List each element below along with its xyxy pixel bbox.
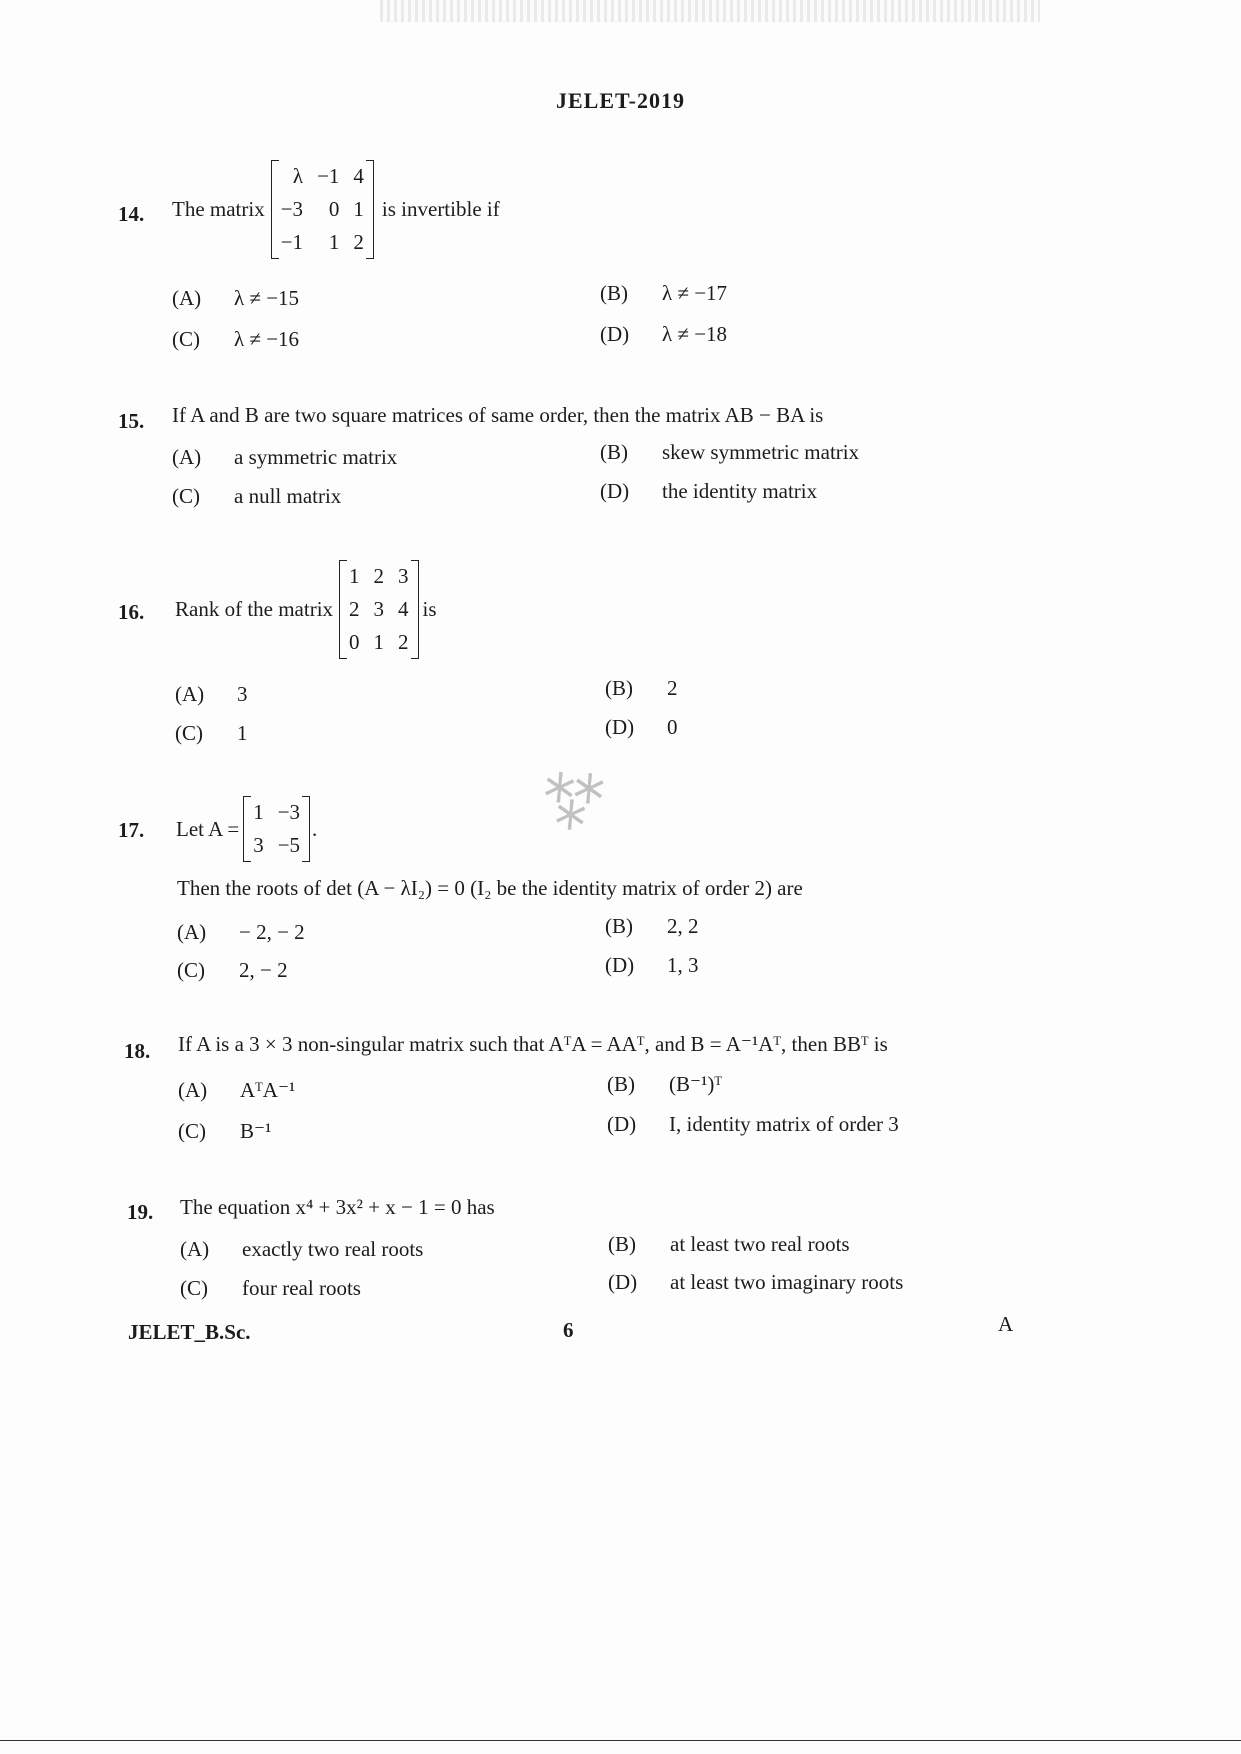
matrix-cell: 0 xyxy=(349,630,360,654)
matrix-cell: 2 xyxy=(398,630,409,654)
option-text: 2, 2 xyxy=(667,914,699,938)
question-15-text: If A and B are two square matrices of same order, then the matrix AB − BA is xyxy=(172,403,824,427)
option-text: at least two real roots xyxy=(670,1232,850,1256)
footer-set-label: A xyxy=(998,1312,1014,1336)
option-letter: (B) xyxy=(605,676,633,700)
option-14-b[interactable] xyxy=(600,281,727,306)
page-bottom-rule xyxy=(0,1740,1241,1741)
question-14-matrix xyxy=(271,160,374,259)
option-15-a[interactable] xyxy=(172,445,397,470)
question-number-18: 18. xyxy=(124,1039,151,1063)
matrix-cell: −5 xyxy=(277,833,301,857)
option-14-a[interactable] xyxy=(172,286,299,311)
option-letter: (C) xyxy=(178,1119,206,1143)
option-text: a symmetric matrix xyxy=(234,445,398,469)
option-17-a[interactable] xyxy=(177,920,305,945)
option-19-b[interactable] xyxy=(608,1232,850,1257)
question-19-text: The equation x⁴ + 3x² + x − 1 = 0 has xyxy=(180,1195,495,1219)
question-number-19: 19. xyxy=(127,1200,154,1224)
matrix-cell: 4 xyxy=(353,164,364,188)
option-18-d[interactable] xyxy=(607,1112,899,1137)
question-14-text-after: is invertible if xyxy=(381,197,500,221)
option-text: AᵀA⁻¹ xyxy=(240,1078,296,1102)
option-letter: (A) xyxy=(178,1078,208,1102)
matrix-cell: 1 xyxy=(253,800,264,824)
option-18-a[interactable] xyxy=(178,1078,295,1103)
matrix-cell: 3 xyxy=(398,564,409,588)
page-title: JELET-2019 xyxy=(555,88,685,113)
matrix-cell: 3 xyxy=(373,597,385,621)
option-text: 2, − 2 xyxy=(239,958,288,982)
option-letter: (D) xyxy=(600,479,630,503)
matrix-cell: −1 xyxy=(317,164,340,188)
option-text: (B⁻¹)ᵀ xyxy=(669,1072,722,1096)
question-number-17: 17. xyxy=(118,818,145,842)
matrix-cell: 3 xyxy=(253,833,264,857)
option-19-d[interactable] xyxy=(608,1270,903,1295)
matrix-cell: −3 xyxy=(280,197,304,221)
option-text: 0 xyxy=(667,715,678,739)
question-16-matrix xyxy=(339,560,419,659)
option-letter: (C) xyxy=(172,327,200,351)
matrix-cell: 1 xyxy=(353,197,364,221)
option-letter: (A) xyxy=(172,445,202,469)
option-18-c[interactable] xyxy=(178,1119,271,1144)
option-letter: (C) xyxy=(172,484,200,508)
option-letter: (B) xyxy=(608,1232,636,1256)
matrix-cell: −3 xyxy=(277,800,301,824)
option-text: exactly two real roots xyxy=(242,1237,424,1261)
matrix-cell: −1 xyxy=(280,230,304,254)
question-16-stem xyxy=(175,560,437,659)
option-text: 1 xyxy=(237,721,248,745)
question-18-text: If A is a 3 × 3 non-singular matrix such that AᵀA = AAᵀ, and B = A⁻¹Aᵀ, then BBᵀ is xyxy=(178,1032,888,1056)
matrix-cell: 1 xyxy=(349,564,360,588)
option-letter: (C) xyxy=(175,721,203,745)
option-letter: (B) xyxy=(600,281,628,305)
scan-noise xyxy=(380,0,1040,22)
option-text: 1, 3 xyxy=(667,953,699,977)
matrix-cell: λ xyxy=(292,164,304,188)
option-letter: (A) xyxy=(177,920,207,944)
question-number-15: 15. xyxy=(118,409,145,433)
option-letter: (C) xyxy=(177,958,205,982)
option-19-a[interactable] xyxy=(180,1237,423,1262)
option-16-c[interactable] xyxy=(175,721,248,746)
question-17-matrix xyxy=(243,796,310,862)
option-letter: (A) xyxy=(180,1237,210,1261)
matrix-cell: 0 xyxy=(328,197,340,221)
option-letter: (D) xyxy=(605,953,635,977)
option-letter: (C) xyxy=(180,1276,208,1300)
option-text: skew symmetric matrix xyxy=(662,440,860,464)
option-text: − 2, − 2 xyxy=(239,920,305,944)
question-17-text-before: Let A = xyxy=(176,816,240,841)
option-19-c[interactable] xyxy=(180,1276,361,1301)
question-16-text-before: Rank of the matrix xyxy=(175,597,334,621)
option-text: λ ≠ −15 xyxy=(234,286,300,310)
matrix-cell: 1 xyxy=(328,230,340,254)
question-14-stem xyxy=(172,160,500,259)
matrix-cell: 1 xyxy=(373,630,385,654)
option-letter: (A) xyxy=(172,286,202,310)
option-text: the identity matrix xyxy=(662,479,818,503)
option-text: 2 xyxy=(667,676,678,700)
footer-page-number: 6 xyxy=(563,1318,574,1342)
option-text: 3 xyxy=(237,682,248,706)
option-17-b[interactable] xyxy=(605,914,699,939)
option-18-b[interactable] xyxy=(607,1072,722,1097)
stamp-watermark: ⁂ xyxy=(524,749,622,845)
option-letter: (D) xyxy=(600,322,630,346)
matrix-cell: 2 xyxy=(373,564,385,588)
option-17-d[interactable] xyxy=(605,953,699,978)
option-14-c[interactable] xyxy=(172,327,299,352)
matrix-cell: 4 xyxy=(398,597,409,621)
option-letter: (A) xyxy=(175,682,205,706)
option-15-c[interactable] xyxy=(172,484,341,509)
question-16-text-after: is xyxy=(422,597,437,621)
option-17-c[interactable] xyxy=(177,958,288,983)
option-text: B⁻¹ xyxy=(240,1119,272,1143)
question-14-text-before: The matrix xyxy=(172,197,265,221)
question-17-stem xyxy=(176,796,317,862)
option-letter: (B) xyxy=(605,914,633,938)
question-number-16: 16. xyxy=(118,600,145,624)
option-letter: (D) xyxy=(605,715,635,739)
option-14-d[interactable] xyxy=(600,322,727,347)
option-text: λ ≠ −17 xyxy=(662,281,728,305)
option-15-d[interactable] xyxy=(600,479,817,504)
option-16-a[interactable] xyxy=(175,682,248,707)
option-text: I, identity matrix of order 3 xyxy=(669,1112,899,1136)
option-text: λ ≠ −18 xyxy=(662,322,728,346)
matrix-cell: 2 xyxy=(349,597,360,621)
option-letter: (B) xyxy=(600,440,628,464)
option-text: at least two imaginary roots xyxy=(670,1270,904,1294)
option-letter: (B) xyxy=(607,1072,635,1096)
question-17-line2: Then the roots of det (A − λI₂) = 0 (I₂ be the identity matrix of order 2) are xyxy=(177,876,803,900)
option-15-b[interactable] xyxy=(600,440,859,465)
option-text: λ ≠ −16 xyxy=(234,327,300,351)
matrix-cell: 2 xyxy=(353,230,364,254)
option-letter: (D) xyxy=(608,1270,638,1294)
question-number-14: 14. xyxy=(118,202,145,226)
option-text: four real roots xyxy=(242,1276,361,1300)
option-letter: (D) xyxy=(607,1112,637,1136)
question-17-text-after: . xyxy=(312,816,318,841)
footer-course-label: JELET_B.Sc. xyxy=(128,1320,251,1344)
option-text: a null matrix xyxy=(234,484,342,508)
